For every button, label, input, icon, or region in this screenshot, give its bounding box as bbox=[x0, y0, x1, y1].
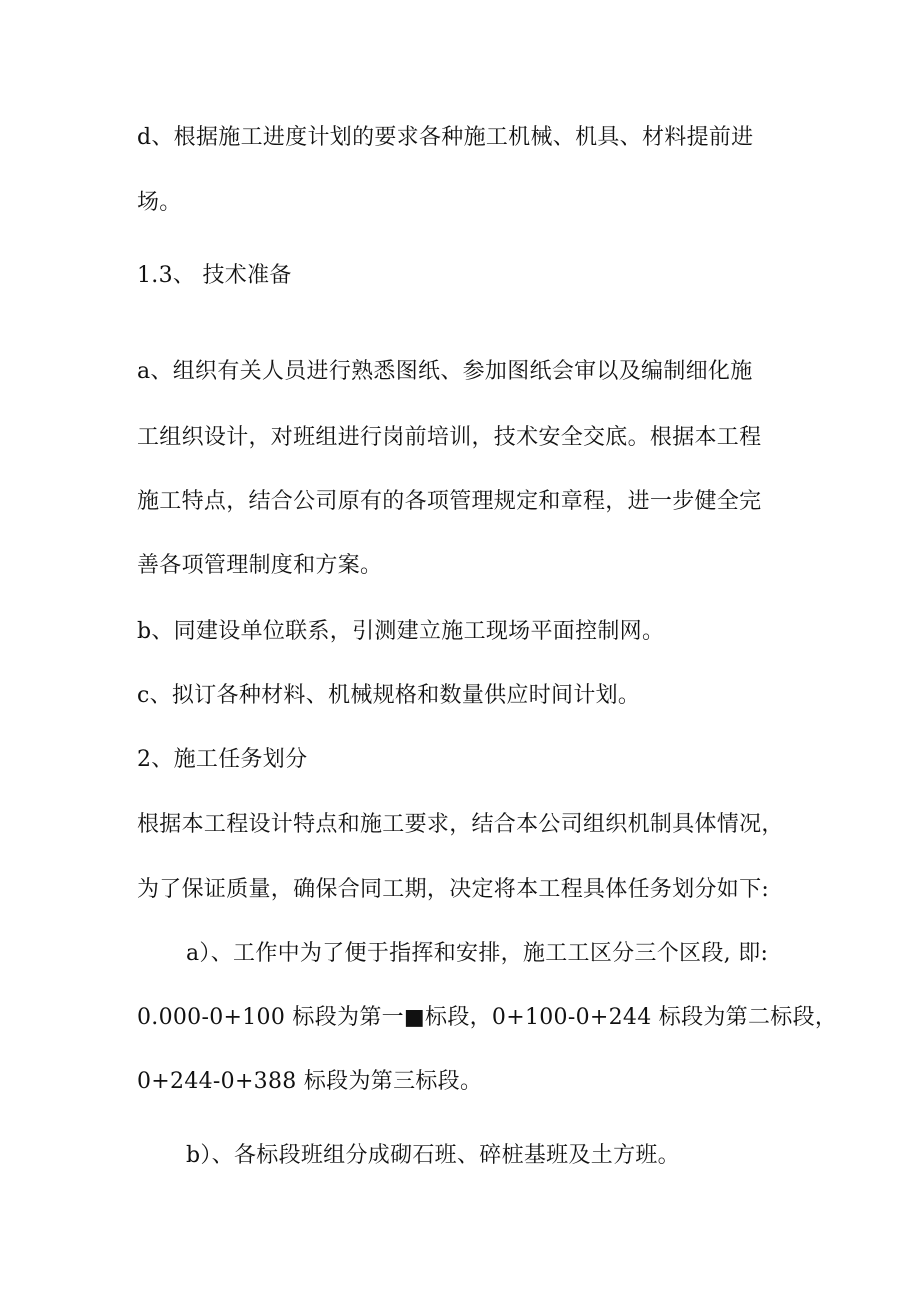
paragraph-line: d、根据施工进度计划的要求各种施工机械、机具、材料提前进 bbox=[137, 125, 754, 150]
paragraph-line: 为了保证质量，确保合同工期，决定将本工程具体任务划分如下: bbox=[137, 877, 770, 902]
paragraph-line: b、同建设单位联系，引测建立施工现场平面控制网。 bbox=[137, 619, 665, 644]
paragraph-line: 根据本工程设计特点和施工要求，结合本公司组织机制具体情况， bbox=[137, 812, 784, 837]
section-heading: 1.3、 技术准备 bbox=[137, 263, 292, 288]
section-heading: 2、施工任务划分 bbox=[137, 747, 308, 772]
paragraph-line: 0.000-0+100 标段为第一■标段，0+100-0+244 标段为第二标段， bbox=[137, 1005, 838, 1030]
paragraph-line: 0+244-0+388 标段为第三标段。 bbox=[137, 1069, 483, 1094]
paragraph-line: a、组织有关人员进行熟悉图纸、参加图纸会审以及编制细化施 bbox=[137, 359, 753, 384]
paragraph-line: 工组织设计，对班组进行岗前培训，技术安全交底。根据本工程 bbox=[137, 425, 762, 450]
paragraph-line: 施工特点，结合公司原有的各项管理规定和章程，进一步健全完 bbox=[137, 489, 762, 514]
paragraph-line: b）、各标段班组分成砌石班、碎桩基班及土方班。 bbox=[186, 1143, 680, 1168]
paragraph-line: 场。 bbox=[137, 190, 182, 215]
paragraph-line: 善各项管理制度和方案。 bbox=[137, 553, 383, 578]
paragraph-line: c、拟订各种材料、机械规格和数量供应时间计划。 bbox=[137, 683, 641, 708]
paragraph-line: a）、工作中为了便于指挥和安排，施工工区分三个区段, 即: bbox=[186, 941, 769, 966]
